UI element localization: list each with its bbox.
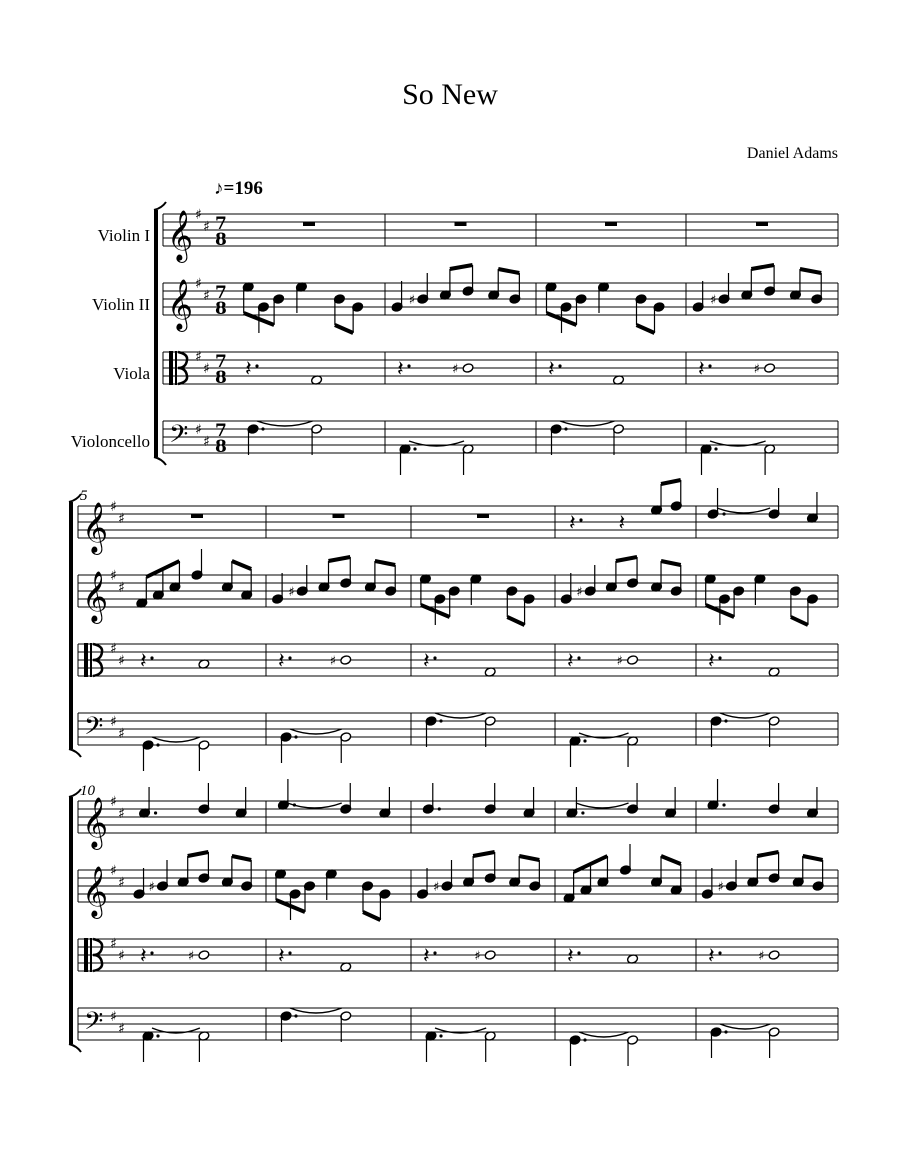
- tie: [290, 1008, 342, 1013]
- note-head: [462, 363, 474, 374]
- tempo-marking: ♪=196: [214, 178, 263, 199]
- time-signature-denominator: 8: [215, 230, 227, 250]
- key-signature-sharp: ♯: [110, 499, 117, 515]
- quarter-rest: 𝄽: [245, 357, 252, 382]
- quarter-rest: 𝄽: [567, 944, 574, 969]
- system-bracket: [154, 202, 166, 210]
- beam: [800, 269, 821, 273]
- key-signature-sharp: ♯: [110, 714, 117, 730]
- time-signature-numerator: 7: [215, 283, 227, 303]
- accidental-sharp: ♯: [148, 880, 155, 895]
- beam: [791, 617, 808, 625]
- key-signature-sharp: ♯: [203, 361, 210, 377]
- quarter-rest: 𝄽: [567, 649, 574, 674]
- accidental-sharp: ♯: [408, 293, 416, 308]
- rest-dot: [577, 656, 580, 659]
- note-dot: [156, 1034, 159, 1037]
- tie: [720, 1024, 770, 1029]
- note-head: [764, 363, 776, 374]
- quarter-rest: 𝄽: [423, 944, 430, 969]
- key-signature-sharp: ♯: [195, 422, 202, 438]
- system-bracket: [154, 457, 166, 465]
- rest-dot: [150, 951, 153, 954]
- beam: [751, 265, 774, 269]
- quarter-rest: 𝄽: [698, 357, 705, 382]
- time-signature-numerator: 7: [215, 352, 227, 372]
- beam: [661, 856, 681, 864]
- key-signature-sharp: ♯: [118, 1021, 125, 1037]
- rest-dot: [708, 364, 711, 367]
- rest-dot: [718, 951, 721, 954]
- key-signature-sharp: ♯: [118, 511, 125, 527]
- tie: [579, 1032, 629, 1037]
- treble-clef-icon: 𝄞: [82, 797, 109, 848]
- system-bracket: [154, 210, 158, 457]
- accidental-sharp: ♯: [616, 654, 623, 669]
- tie: [720, 713, 770, 718]
- note-dot: [294, 735, 297, 738]
- note-dot: [156, 743, 159, 746]
- key-signature-sharp: ♯: [110, 641, 117, 657]
- key-signature-sharp: ♯: [203, 288, 210, 304]
- time-signature-denominator: 8: [215, 368, 227, 388]
- bass-clef-icon: 𝄢: [169, 420, 189, 455]
- rest-dot: [150, 656, 153, 659]
- note-dot: [581, 811, 584, 814]
- system-bracket: [69, 494, 81, 502]
- beam: [473, 852, 495, 856]
- quarter-rest: 𝄽: [618, 511, 626, 536]
- beam: [803, 856, 823, 860]
- quarter-rest: 𝄽: [397, 357, 404, 382]
- beam: [232, 856, 251, 860]
- treble-clef-icon: 𝄞: [167, 210, 194, 261]
- quarter-rest: 𝄽: [708, 944, 715, 969]
- rest-dot: [433, 951, 436, 954]
- rest-dot: [577, 951, 580, 954]
- composer-name: Daniel Adams: [746, 145, 838, 162]
- beam: [616, 557, 637, 561]
- instrument-label-violin-2: Violin II: [92, 295, 150, 314]
- note-dot: [583, 739, 586, 742]
- key-signature-sharp: ♯: [118, 875, 125, 891]
- whole-rest: [756, 222, 768, 226]
- treble-clef-icon: 𝄞: [82, 571, 109, 622]
- whole-rest: [477, 514, 489, 518]
- bass-clef-icon: 𝄢: [84, 712, 104, 747]
- system-bracket: [69, 749, 81, 757]
- accidental-sharp: ♯: [187, 949, 195, 964]
- instrument-label-violin-1: Violin I: [97, 226, 150, 245]
- note-dot: [294, 1014, 297, 1017]
- key-signature-sharp: ♯: [203, 434, 210, 450]
- note-dot: [583, 1038, 586, 1041]
- key-signature-sharp: ♯: [110, 1009, 117, 1025]
- accidental-sharp: ♯: [758, 949, 765, 964]
- rest-dot: [433, 656, 436, 659]
- alto-clef-icon: [169, 351, 173, 385]
- alto-clef-icon: [84, 938, 88, 972]
- key-signature-sharp: ♯: [203, 219, 210, 235]
- note-dot: [439, 1034, 442, 1037]
- treble-clef-icon: 𝄞: [167, 279, 194, 330]
- rest-dot: [288, 656, 291, 659]
- tie: [290, 729, 342, 734]
- note-dot: [722, 512, 725, 515]
- tie: [560, 421, 615, 426]
- key-signature-sharp: ♯: [110, 936, 117, 952]
- beam: [335, 325, 353, 333]
- rest-dot: [255, 364, 258, 367]
- rest-dot: [288, 951, 291, 954]
- time-signature-denominator: 8: [215, 299, 227, 319]
- note-dot: [724, 1030, 727, 1033]
- time-signature-denominator: 8: [215, 437, 227, 457]
- accidental-sharp: ♯: [288, 585, 295, 600]
- accidental-sharp: ♯: [753, 362, 760, 377]
- beam: [188, 852, 209, 856]
- quarter-rest: 𝄽: [569, 511, 576, 536]
- rest-dot: [718, 656, 721, 659]
- quarter-rest: 𝄽: [548, 357, 555, 382]
- whole-rest: [455, 222, 467, 226]
- accidental-sharp: ♯: [576, 585, 583, 600]
- rest-dot: [558, 364, 561, 367]
- note-head: [484, 950, 496, 961]
- beam: [757, 852, 778, 856]
- key-signature-sharp: ♯: [195, 349, 202, 365]
- beam: [232, 561, 251, 569]
- alto-clef-icon: [175, 351, 177, 385]
- rest-dot: [407, 364, 410, 367]
- treble-clef-icon: 𝄞: [82, 866, 109, 917]
- tie: [257, 421, 313, 426]
- whole-rest: [333, 514, 345, 518]
- treble-clef-icon: 𝄞: [82, 502, 109, 553]
- system-bracket: [69, 502, 73, 749]
- key-signature-sharp: ♯: [118, 580, 125, 596]
- note-dot: [714, 447, 717, 450]
- beam: [363, 912, 380, 920]
- accidental-sharp: ♯: [433, 880, 440, 895]
- note-dot: [261, 427, 264, 430]
- tie: [287, 803, 341, 808]
- measure-number-system-2: 5: [80, 488, 88, 504]
- tie: [435, 713, 486, 718]
- accidental-sharp: ♯: [452, 362, 459, 377]
- tie: [717, 508, 770, 513]
- beam: [450, 265, 473, 269]
- accidental-sharp: ♯: [474, 949, 481, 964]
- measure-number-system-3: 10: [80, 783, 95, 799]
- beam: [661, 480, 681, 484]
- key-signature-sharp: ♯: [110, 794, 117, 810]
- accidental-sharp: ♯: [710, 293, 717, 308]
- whole-rest: [191, 514, 203, 518]
- key-signature-sharp: ♯: [195, 276, 202, 292]
- quarter-rest: 𝄽: [140, 649, 147, 674]
- note-dot: [439, 719, 442, 722]
- key-signature-sharp: ♯: [110, 863, 117, 879]
- quarter-rest: 𝄽: [278, 944, 285, 969]
- alto-clef-icon: [84, 643, 88, 677]
- beam: [498, 269, 519, 273]
- note-dot: [154, 811, 157, 814]
- quarter-rest: 𝄽: [423, 649, 430, 674]
- note-dot: [564, 427, 567, 430]
- instrument-label-viola: Viola: [113, 364, 150, 383]
- system-bracket: [69, 1044, 81, 1052]
- instrument-label-cello: Violoncello: [70, 432, 150, 451]
- key-signature-sharp: ♯: [110, 568, 117, 584]
- note-head: [340, 655, 352, 666]
- beam: [329, 557, 351, 561]
- beam: [519, 856, 539, 860]
- key-signature-sharp: ♯: [118, 948, 125, 964]
- note-head: [768, 950, 780, 961]
- tie: [152, 737, 200, 742]
- beam: [375, 561, 395, 565]
- beam: [661, 561, 681, 565]
- alto-clef-icon: [90, 938, 92, 972]
- quarter-rest: 𝄽: [140, 944, 147, 969]
- accidental-sharp: ♯: [717, 880, 724, 895]
- note-dot: [438, 807, 441, 810]
- beam: [637, 325, 655, 333]
- accidental-sharp: ♯: [329, 654, 337, 669]
- rest-dot: [579, 518, 582, 521]
- note-dot: [413, 447, 416, 450]
- time-signature-numerator: 7: [215, 421, 227, 441]
- alto-clef-icon: [90, 643, 92, 677]
- quarter-rest: 𝄽: [278, 649, 285, 674]
- note-head: [198, 950, 210, 961]
- tie: [576, 803, 629, 808]
- score-title: So New: [402, 78, 498, 111]
- bass-clef-icon: 𝄢: [84, 1007, 104, 1042]
- whole-rest: [605, 222, 617, 226]
- whole-rest: [303, 222, 315, 226]
- key-signature-sharp: ♯: [118, 726, 125, 742]
- quarter-rest: 𝄽: [708, 649, 715, 674]
- time-signature-numerator: 7: [215, 214, 227, 234]
- key-signature-sharp: ♯: [195, 207, 202, 223]
- key-signature-sharp: ♯: [118, 806, 125, 822]
- beam: [507, 617, 524, 625]
- system-bracket: [69, 797, 73, 1044]
- note-dot: [722, 803, 725, 806]
- key-signature-sharp: ♯: [118, 653, 125, 669]
- note-head: [627, 655, 639, 666]
- note-dot: [724, 719, 727, 722]
- system-bracket: [69, 789, 81, 797]
